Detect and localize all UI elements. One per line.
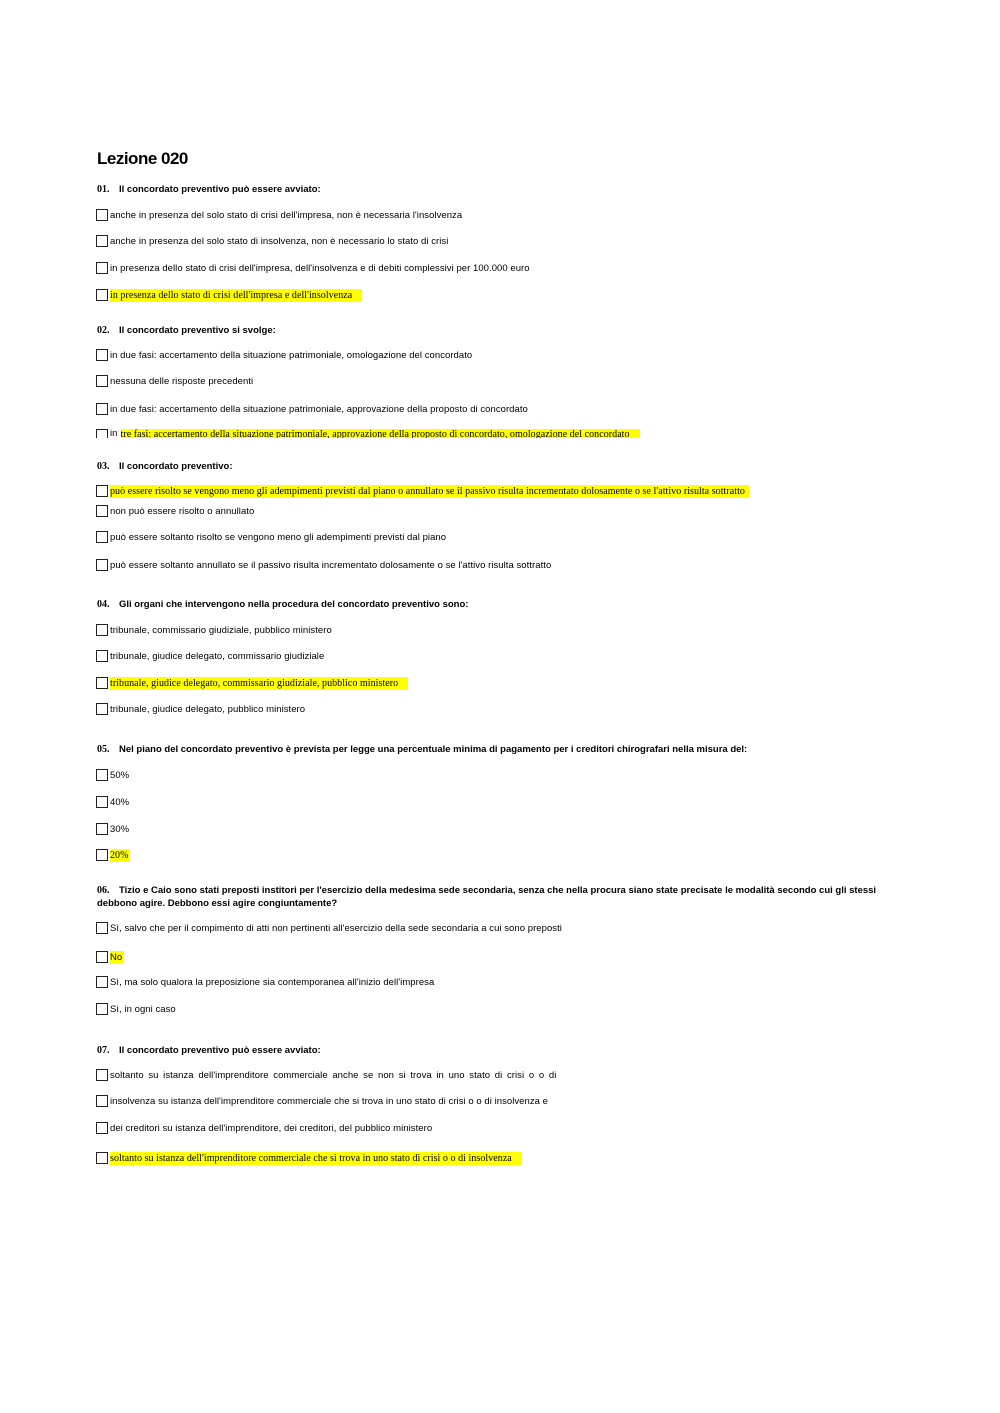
answer-option[interactable]: [96, 348, 472, 362]
answer-checkbox[interactable]: [96, 1152, 108, 1164]
answer-text-highlighted: 20%: [110, 849, 129, 861]
question-number: 07.: [97, 1045, 110, 1056]
question-03: [97, 460, 233, 473]
question-text: Gli organi che intervengono nella procedura del concordato preventivo sono:: [119, 599, 469, 610]
answer-text-highlighted: può essere risolto se vengono meno gli adempimenti previsti dal piano o annullato se il passivo risulta incrementato dolosamente o se l'attivo risulta sottratto: [110, 485, 749, 498]
answer-text: 40%: [110, 796, 130, 808]
answer-checkbox[interactable]: [96, 235, 108, 247]
question-text: Il concordato preventivo può essere avviato:: [119, 184, 321, 195]
question-text: Il concordato preventivo può essere avviato:: [119, 1045, 321, 1056]
answer-text: insolvenza su istanza dell'imprenditore commerciale che si trova in uno stato di crisi o o di insolvenza e: [110, 1095, 548, 1107]
answer-text-highlighted: soltanto su istanza dell'imprenditore commerciale che si trova in uno stato di crisi o o di insolvenza: [110, 1152, 522, 1165]
answer-text: soltanto su istanza dell'imprenditore commerciale anche se non si trova in uno stato di crisi o o di: [110, 1069, 557, 1081]
question-number: 04.: [97, 599, 110, 610]
answer-checkbox[interactable]: [96, 209, 108, 221]
answer-prefix: in: [110, 429, 118, 438]
answer-checkbox[interactable]: [96, 429, 108, 438]
answer-option[interactable]: [96, 558, 551, 572]
answer-text: 30%: [110, 823, 130, 835]
answer-option[interactable]: [96, 261, 530, 275]
answer-checkbox[interactable]: [96, 823, 108, 835]
answer-option-correct[interactable]: [96, 1151, 522, 1165]
answer-text-highlighted: tre fasi: accertamento della situazione patrimoniale, approvazione della proposto di concordato, omologazione del concordato: [121, 429, 640, 438]
answer-text: tribunale, commissario giudiziale, pubblico ministero: [110, 624, 332, 636]
question-05: [97, 743, 747, 756]
answer-option[interactable]: [96, 402, 528, 416]
question-06: [97, 884, 897, 910]
answer-checkbox[interactable]: [96, 1069, 108, 1081]
answer-option[interactable]: [96, 649, 324, 663]
answer-checkbox[interactable]: [96, 650, 108, 662]
answer-text: può essere soltanto annullato se il passivo risulta incrementato dolosamente o se l'attivo risulta sottratto: [110, 559, 552, 571]
answer-checkbox[interactable]: [96, 559, 108, 571]
answer-text: non può essere risolto o annullato: [110, 505, 255, 517]
answer-option[interactable]: [96, 822, 129, 836]
question-07: [97, 1044, 321, 1057]
answer-option[interactable]: [96, 702, 305, 716]
answer-option[interactable]: [96, 530, 446, 544]
answer-checkbox[interactable]: [96, 849, 108, 861]
answer-checkbox[interactable]: [96, 262, 108, 274]
answer-text: anche in presenza del solo stato di insolvenza, non è necessario lo stato di crisi: [110, 235, 449, 247]
answer-option[interactable]: [96, 975, 434, 989]
answer-text: in presenza dello stato di crisi dell'impresa, dell'insolvenza e di debiti complessivi per 100.000 euro: [110, 262, 530, 274]
answer-option-correct[interactable]: [96, 950, 124, 964]
question-01: [97, 183, 321, 196]
answer-checkbox[interactable]: [96, 677, 108, 689]
answer-checkbox[interactable]: [96, 349, 108, 361]
answer-option[interactable]: [96, 795, 129, 809]
answer-text-highlighted: in presenza dello stato di crisi dell'impresa e dell'insolvenza: [110, 289, 362, 302]
question-number: 02.: [97, 325, 110, 336]
question-text: Nel piano del concordato preventivo è prevista per legge una percentuale minima di pagamento per i creditori chirografari nella misura del:: [119, 744, 748, 755]
page-title: Lezione 020: [97, 149, 188, 168]
question-number: 01.: [97, 184, 110, 195]
answer-text: nessuna delle risposte precedenti: [110, 375, 254, 387]
answer-option[interactable]: [96, 623, 332, 637]
answer-text: tribunale, giudice delegato, pubblico ministero: [110, 703, 306, 715]
answer-option-correct[interactable]: [96, 484, 749, 498]
answer-option[interactable]: [96, 504, 254, 518]
question-number: 06.: [97, 885, 110, 896]
answer-option[interactable]: [96, 1002, 176, 1016]
answer-option[interactable]: [96, 1068, 556, 1082]
question-text: Il concordato preventivo:: [119, 461, 233, 472]
question-04: [97, 598, 468, 611]
answer-option-correct[interactable]: [96, 848, 130, 862]
answer-option[interactable]: [96, 768, 129, 782]
answer-checkbox[interactable]: [96, 796, 108, 808]
answer-option-correct[interactable]: [96, 429, 640, 438]
answer-checkbox[interactable]: [96, 485, 108, 497]
answer-option[interactable]: [96, 1121, 432, 1135]
answer-checkbox[interactable]: [96, 1003, 108, 1015]
answer-checkbox[interactable]: [96, 624, 108, 636]
answer-option[interactable]: [96, 374, 253, 388]
answer-checkbox[interactable]: [96, 1095, 108, 1107]
answer-checkbox[interactable]: [96, 976, 108, 988]
answer-text: anche in presenza del solo stato di crisi dell'impresa, non è necessaria l'insolvenza: [110, 209, 463, 221]
answer-checkbox[interactable]: [96, 1122, 108, 1134]
answer-checkbox[interactable]: [96, 289, 108, 301]
answer-checkbox[interactable]: [96, 703, 108, 715]
question-text: Tizio e Caio sono stati preposti institori per l'esercizio della medesima sede secondaria, senza che nella procura siano state precisate le modalità secondo cui gli stessi debbono agire. Debbono essi agire congiuntamente?: [97, 885, 877, 909]
answer-checkbox[interactable]: [96, 951, 108, 963]
answer-text: 50%: [110, 769, 130, 781]
answer-text: Sì, in ogni caso: [110, 1003, 176, 1015]
answer-text: Sì, ma solo qualora la preposizione sia contemporanea all'inizio dell'impresa: [110, 976, 435, 988]
answer-checkbox[interactable]: [96, 403, 108, 415]
answer-option-correct[interactable]: [96, 288, 362, 302]
answer-text: in due fasi: accertamento della situazione patrimoniale, omologazione del concordato: [110, 349, 473, 361]
answer-text-highlighted: tribunale, giudice delegato, commissario giudiziale, pubblico ministero: [110, 677, 408, 690]
answer-text: può essere soltanto risolto se vengono meno gli adempimenti previsti dal piano: [110, 531, 447, 543]
answer-text: in due fasi: accertamento della situazione patrimoniale, approvazione della proposto di concordato: [110, 403, 528, 415]
answer-text: dei creditori su istanza dell'imprenditore, dei creditori, del pubblico ministero: [110, 1122, 433, 1134]
answer-checkbox[interactable]: [96, 375, 108, 387]
question-number: 05.: [97, 744, 110, 755]
answer-option[interactable]: [96, 921, 562, 935]
answer-text: Sì, salvo che per il compimento di atti non pertinenti all'esercizio della sede secondaria a cui sono preposti: [110, 922, 562, 934]
answer-option[interactable]: [96, 1094, 548, 1108]
question-text: Il concordato preventivo si svolge:: [119, 325, 276, 336]
answer-checkbox[interactable]: [96, 769, 108, 781]
answer-checkbox[interactable]: [96, 922, 108, 934]
question-number: 03.: [97, 461, 110, 472]
answer-option[interactable]: [96, 208, 462, 222]
answer-checkbox[interactable]: [96, 531, 108, 543]
answer-text-highlighted: No: [110, 951, 123, 963]
answer-option[interactable]: [96, 234, 448, 248]
answer-text: tribunale, giudice delegato, commissario giudiziale: [110, 650, 325, 662]
question-02: [97, 324, 276, 337]
answer-checkbox[interactable]: [96, 505, 108, 517]
answer-option-correct[interactable]: [96, 676, 408, 690]
